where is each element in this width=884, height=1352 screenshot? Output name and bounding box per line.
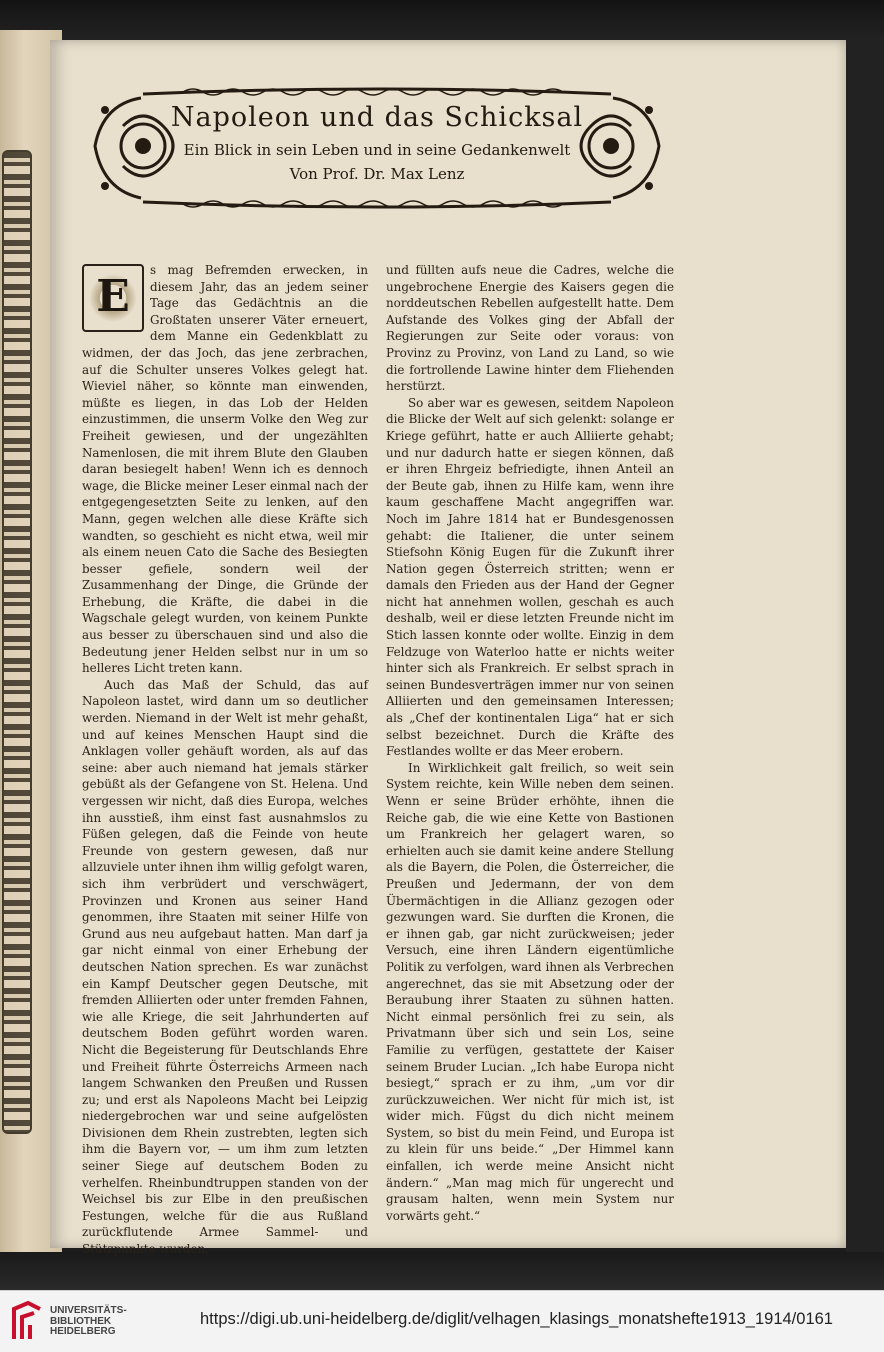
paragraph: und füllten aufs neue die Cadres, welche die ungebrochene Energie des Kaisers gegen die norddeutschen Rebellen aufgestellt hatte. Dem Aufstande des Volkes ging der Abfall der Regierungen zur Seite oder voraus: von Provinz zu Provinz, von Land zu Land, so wie die fortrollende Lawine hinter dem Fliehenden herstürzt. [386,263,674,394]
text-column-right [386,262,674,1224]
scan-top-shadow [0,0,884,40]
logo-line: UNIVERSITÄTS- [50,1305,127,1316]
paragraph: So aber war es gewesen, seitdem Napoleon die Blicke der Welt auf sich gelenkt: solange er Kriege geführt, hatte er auch Alliierte gehabt; und nur dadurch hatte er siegen können, daß er ihren Ehrgeiz befriedigte, ihnen Anteil an der Beute gab, ihnen zu Hilfe kam, wenn ihre kaum geschaffene Macht angegriffen war. Noch im Jahre 1814 hat er Bundesgenossen gehabt: die Italiener, die unter seinem Stiefsohn König Eugen für die Zukunft ihrer Nation gegen Österreich stritten; wenn er damals den Frieden aus der Hand der Gegner nicht hat annehmen wollen, geschah es auch deshalb, weil er diese letzten Freunde nicht im Stich lassen konnte oder wollte. Einzig in dem Feldzuge von Waterloo hatte er nichts weiter hinter sich als Frankreich. Er selbst sprach in seinen Bundesverträgen immer nur von seinen Alliierten und den gemeinsamen Interessen; als „Chef der kontinentalen Liga“ hat er sich selbst bezeichnet. Durch die Kräfte des Festlandes wollte er das Meer erobern. [386,395,674,759]
article-author: Von Prof. Dr. Max Lenz [289,165,465,183]
viewer-footer [0,1290,884,1352]
university-logo-text[interactable] [50,1306,127,1338]
article-subtitle: Ein Blick in sein Leben und in seine Gedankenwelt [183,141,571,159]
dropcap-ornament [82,264,144,332]
ornamental-border [2,150,32,1134]
paragraph: s mag Befremden erwecken, in diesem Jahr, das an jedem seiner Tage das Gedächtnis an die Großtaten unserer Väter erneuert, dem Manne ein Gedenkblatt zu widmen, der das Joch, das jene zerbrachen, auf die Schulter unseres Volkes gelegt hat. Wieviel näher, so könnte man einwenden, müßte es liegen, in das Lob der Helden einzustimmen, die unserm Volke den Weg zur Freiheit gewiesen, und der ungezählten Namenlosen, die mit ihrem Blute den Glauben daran besiegelt haben! Wenn ich es dennoch wage, die Blicke meiner Leser einmal nach der entgegengesetzten Seite zu lenken, auf den Mann, gegen welchen alle diese Kräfte sich wandten, so geschieht es nicht etwa, weil mir als einem neuen Cato die Sache des Besiegten besser gefiele, sondern weil der Zusammenhang der Dinge, die Gründe der Erhebung, die Kräfte, die dabei in die Wagschale gelegt wurden, von keinem Punkte aus besser zu überschauen sind und also die Bedeutung jener Helden selbst nur in um so helleres Licht treten kann. [82,263,368,676]
permalink-url[interactable]: https://digi.ub.uni-heidelberg.de/diglit/velhagen_klasings_monatshefte1913_1914/0161 [200,1310,833,1328]
logo-line: HEIDELBERG [50,1326,116,1337]
article-title: Napoleon und das Schicksal [170,102,584,133]
article-header [83,86,671,211]
scan-bottom-shadow [0,1252,884,1290]
dropcap-letter: E [96,271,130,322]
paragraph: Auch das Maß der Schuld, das auf Napoleon lastet, wird dann um so deutlicher werden. Niemand in der Welt ist mehr gehaßt, und auf keines Menschen Haupt sind die Anklagen voller gehäuft worden, als auf das seine: aber auch niemand hat jemals stärker gebüßt als der Gefangene von St. Helena. Und vergessen wir nicht, daß dies Europa, welches ihn ausstieß, ihm einst fast ausnahmslos zu Füßen gelegen, daß die Feinde von heute Freunde von gestern gewesen, daß nur allzuviele unter ihnen ihm willig gefolgt waren, sich ihm verbrüdert und verschwägert, Provinzen und Kronen aus seiner Hand genommen, ihre Staaten mit seiner Hilfe von Grund aus neu aufgebaut hatten. Man darf ja gar nicht einmal von einer Erhebung der deutschen Nation sprechen. Es war zunächst ein Kampf Deutscher gegen Deutsche, mit fremden Alliierten oder unter fremden Fahnen, wie alle Kriege, die seit Jahrhunderten auf deutschem Boden geführt worden waren. Nicht die Begeisterung für Deutschlands Ehre und Freiheit führte Österreichs Armeen nach langem Schwanken den Preußen und Russen zu; und erst als Napoleons Macht bei Leipzig niedergebrochen war und seine aufgelösten Divisionen dem Rhein zustrebten, legten sich ihm die Bayern vor, — um ihm zum letzten seiner Siege auf deutschem Boden zu verhelfen. Rheinbundtruppen standen von der Weichsel bis zur Elbe in den preußischen Festungen, welche für die aus Rußland zurückflutende Armee Sammel- und Stützpunkte wurden, [82,677,368,1257]
university-logo-icon[interactable] [10,1299,44,1343]
paragraph: In Wirklichkeit galt freilich, so weit sein System reichte, kein Wille neben dem seinen. Wenn er seine Brüder erhöhte, ihnen die Reiche gab, die wie eine Kette von Bastionen um Frankreich her gelagert waren, so erhielten auch sie damit keine andere Stellung als die Bayern, die Polen, die Österreicher, die Preußen und Jedermann, der von dem Übermächtigen in die Allianz gezogen oder gezwungen ward. Sie durften die Kronen, die er ihnen gab, gar nicht zurückweisen; jeder Versuch, eine ihren Ländern eigentümliche Politik zu verfolgen, ward ihnen als Verbrechen angerechnet, das sie mit Absetzung oder der Beraubung ihrer Staaten zu sühnen hatten. Nicht einmal persönlich frei zu sein, als Privatmann über sich und sein Los, seine Familie zu verfügen, gestattete der Kaiser seinem Bruder Lucian. „Ich habe Europa nicht besiegt,“ sprach er zu ihm, „um vor dir zurückzuweichen. Wer nicht für mich ist, ist wider mich. Fügst du dich nicht meinem System, so bist du mein Feind, und Europa ist zu klein für uns beide.“ „Der Himmel kann einfallen, ich werde meine Ansicht nicht ändern.“ „Man mag mich für ungerecht und grausam halten, wenn mein System nur vorwärts geht.“ [386,760,674,1223]
right-dark-edge [846,40,884,1255]
logo-line: BIBLIOTHEK [50,1315,112,1327]
text-column-left [82,262,368,1258]
